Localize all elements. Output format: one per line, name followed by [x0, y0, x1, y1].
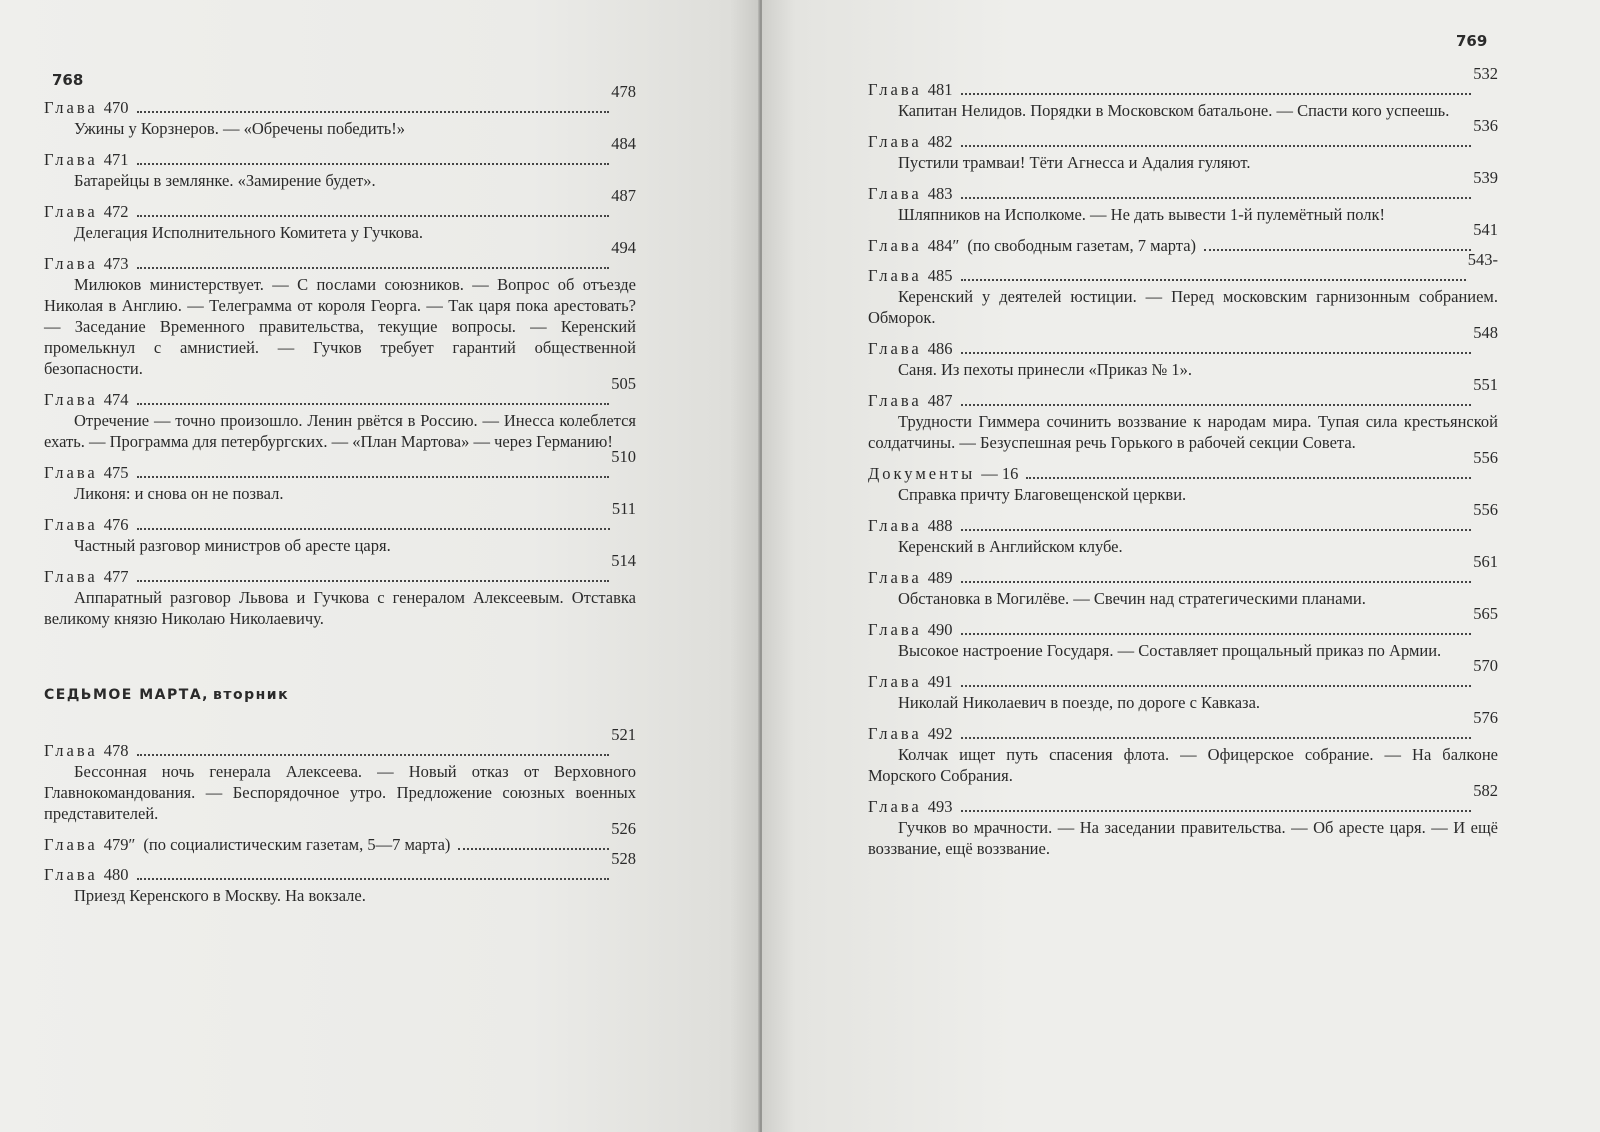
chapter-description: Керенский в Английском клубе.	[898, 537, 1123, 556]
chapter-note: (по социалистическим газетам, 5—7 марта)	[143, 835, 451, 854]
chapter-number: 492	[927, 724, 953, 743]
chapter-label	[868, 80, 953, 99]
chapter-label	[868, 236, 959, 255]
page-reference: 576	[1473, 708, 1498, 727]
chapter-number: 471	[103, 150, 129, 169]
toc-entry	[868, 64, 1498, 121]
chapter-description: Отречение — точно произошло. Ленин рвётся в Россию. — Инесса колеблется ехать. — Программа для петербургских. — «План Мартова» — через Германию!	[44, 411, 636, 451]
page-reference: 570	[1473, 656, 1498, 675]
chapter-number: 483	[927, 184, 953, 203]
toc-entry	[44, 374, 636, 452]
dot-leader	[961, 529, 1472, 531]
chapter-label	[868, 266, 953, 285]
chapter-label	[44, 254, 129, 273]
chapter-word: Глава	[44, 567, 98, 586]
chapter-label	[868, 464, 1018, 483]
chapter-number: 482	[927, 132, 953, 151]
chapter-number: 485	[927, 266, 953, 285]
chapter-description: Пустили трамваи! Тёти Агнесса и Адалия гуляют.	[898, 153, 1251, 172]
toc-entry-heading	[868, 781, 1498, 816]
chapter-label	[868, 620, 953, 639]
toc-entry-heading	[44, 374, 636, 409]
chapter-description: Аппаратный разговор Львова и Гучкова с генералом Алексеевым. Отставка великому князю Николаю Николаевичу.	[44, 588, 636, 628]
chapter-word: Глава	[44, 741, 98, 760]
toc-entry	[44, 186, 636, 243]
toc-entry-heading	[44, 82, 636, 117]
page-reference: 521	[611, 725, 636, 744]
page-reference: 556	[1473, 448, 1498, 467]
page-reference: 565	[1473, 604, 1498, 623]
dot-leader	[137, 580, 610, 582]
chapter-label	[868, 672, 953, 691]
chapter-word: Документы	[868, 464, 976, 483]
chapter-label	[868, 797, 953, 816]
toc-entry	[44, 238, 636, 379]
chapter-label	[44, 463, 129, 482]
toc-entry	[868, 604, 1498, 661]
toc-entry-heading	[44, 186, 636, 221]
dot-leader	[961, 93, 1472, 95]
chapter-description: Справка причту Благовещенской церкви.	[898, 485, 1187, 504]
page-reference: 514	[611, 551, 636, 570]
dot-leader	[137, 215, 610, 217]
chapter-number: 491	[927, 672, 953, 691]
toc-entry-heading	[868, 220, 1498, 255]
page-reference: 536	[1473, 116, 1498, 135]
chapter-description: Гучков во мрачности. — На заседании правительства. — Об аресте царя. — И ещё воззвание, ещё воззвание.	[868, 818, 1498, 858]
chapter-description: Приезд Керенского в Москву. На вокзале.	[74, 886, 366, 905]
chapter-word: Глава	[868, 391, 922, 410]
chapter-word: Глава	[868, 672, 922, 691]
page-reference: 494	[611, 238, 636, 257]
toc-entry	[44, 499, 636, 556]
toc-entry	[868, 220, 1498, 255]
dot-leader	[961, 810, 1472, 812]
chapter-description: Высокое настроение Государя. — Составляет прощальный приказ по Армии.	[898, 641, 1442, 660]
toc-entry-heading	[868, 708, 1498, 743]
page-reference: 478	[611, 82, 636, 101]
toc-entry-heading	[868, 448, 1498, 483]
chapter-number: 486	[927, 339, 953, 358]
dot-leader	[961, 685, 1472, 687]
toc-entry	[44, 447, 636, 504]
toc-entry-heading	[868, 375, 1498, 410]
chapter-word: Глава	[44, 865, 98, 884]
page-reference: 528	[611, 849, 636, 868]
page-reference: 541	[1473, 220, 1498, 239]
dot-leader	[1026, 477, 1471, 479]
chapter-label	[868, 132, 953, 151]
page-reference: 484	[611, 134, 636, 153]
chapter-description: Делегация Исполнительного Комитета у Гучкова.	[74, 223, 423, 242]
chapter-number: 470	[103, 98, 129, 117]
chapter-word: Глава	[44, 202, 98, 221]
page-reference: 556	[1473, 500, 1498, 519]
section-subtitle: вторник	[212, 687, 290, 703]
chapter-label	[44, 150, 129, 169]
page-reference: 532	[1473, 64, 1498, 83]
dot-leader	[961, 737, 1472, 739]
dot-leader	[961, 145, 1472, 147]
chapter-label	[44, 741, 129, 760]
chapter-number: 488	[927, 516, 953, 535]
toc-entry	[44, 134, 636, 191]
chapter-word: Глава	[868, 568, 922, 587]
chapter-number: 472	[103, 202, 129, 221]
chapter-note: (по свободным газетам, 7 марта)	[967, 236, 1197, 255]
right-page	[762, 0, 1600, 1132]
chapter-label	[44, 515, 129, 534]
toc-group	[44, 82, 636, 629]
page-reference: 543-	[1467, 250, 1498, 269]
dot-leader	[137, 403, 610, 405]
toc-entry-heading	[44, 238, 636, 273]
chapter-description: Керенский у деятелей юстиции. — Перед московским гарнизонным собранием. Обморок.	[868, 287, 1498, 327]
chapter-description: Ликоня: и снова он не позвал.	[74, 484, 284, 503]
toc-list	[44, 82, 636, 917]
dot-leader	[961, 581, 1472, 583]
toc-entry	[44, 725, 636, 824]
chapter-description: Ужины у Корзнеров. — «Обречены победить!»	[74, 119, 406, 138]
toc-entry	[868, 552, 1498, 609]
chapter-description: Милюков министерствует. — С послами союзников. — Вопрос об отъезде Николая в Англию. — Телеграмма от короля Георга. — Так царя пока арестовать? — Заседание Временного правительства, текущие вопросы. — Керенский промелькнул с амнистией. — Гучков требует гарантий общественной безопасности.	[44, 275, 636, 378]
dot-leader	[961, 197, 1472, 199]
chapter-description: Шляпников на Исполкоме. — Не дать вывести 1-й пулемётный полк!	[898, 205, 1386, 224]
dot-leader	[137, 528, 610, 530]
dot-leader	[137, 267, 610, 269]
chapter-number: 490	[927, 620, 953, 639]
chapter-word: Глава	[868, 132, 922, 151]
dot-leader	[137, 111, 610, 113]
toc-entry	[868, 323, 1498, 380]
chapter-word: Глава	[868, 236, 922, 255]
chapter-word: Глава	[44, 515, 98, 534]
section-title: СЕДЬМОЕ МАРТА,	[44, 687, 209, 703]
chapter-number: 477	[103, 567, 129, 586]
page-number: 768	[52, 71, 84, 89]
chapter-description: Колчак ищет путь спасения флота. — Офицерское собрание. — На балконе Морского Собрания.	[868, 745, 1498, 785]
toc-entry	[44, 849, 636, 906]
chapter-label	[868, 339, 953, 358]
toc-entry	[868, 781, 1498, 859]
chapter-number: 474	[103, 390, 129, 409]
page-reference: 526	[611, 819, 636, 838]
chapter-label	[44, 390, 129, 409]
chapter-label	[868, 184, 953, 203]
toc-list	[868, 64, 1498, 870]
chapter-label	[44, 835, 135, 854]
toc-entry	[868, 250, 1498, 328]
section-heading	[44, 687, 636, 703]
chapter-label	[868, 391, 953, 410]
toc-entry	[868, 168, 1498, 225]
chapter-label	[44, 567, 129, 586]
page-number: 769	[1456, 32, 1488, 50]
toc-entry-heading	[44, 819, 636, 854]
toc-entry	[44, 551, 636, 629]
chapter-description: Батарейцы в землянке. «Замирение будет».	[74, 171, 376, 190]
chapter-number: 480	[103, 865, 129, 884]
toc-entry-heading	[868, 168, 1498, 203]
page-reference: 539	[1473, 168, 1498, 187]
chapter-number: 489	[927, 568, 953, 587]
toc-entry	[868, 656, 1498, 713]
chapter-number: 476	[103, 515, 129, 534]
toc-entry-heading	[868, 250, 1498, 285]
chapter-word: Глава	[868, 339, 922, 358]
chapter-word: Глава	[868, 797, 922, 816]
chapter-word: Глава	[44, 254, 98, 273]
chapter-word: Глава	[44, 835, 98, 854]
chapter-label	[44, 98, 129, 117]
dot-leader	[137, 878, 610, 880]
toc-entry-heading	[44, 499, 636, 534]
dot-leader	[458, 848, 609, 850]
page-reference: 511	[611, 499, 636, 518]
dot-leader	[961, 404, 1472, 406]
page-reference: 561	[1473, 552, 1498, 571]
chapter-description: Бессонная ночь генерала Алексеева. — Новый отказ от Верховного Главнокомандования. — Беспорядочное утро. Предложение союзных военных представителей.	[44, 762, 636, 823]
toc-entry-heading	[868, 656, 1498, 691]
dot-leader	[961, 633, 1472, 635]
page-reference: 548	[1473, 323, 1498, 342]
chapter-description: Обстановка в Могилёве. — Свечин над стратегическими планами.	[898, 589, 1366, 608]
dot-leader	[961, 279, 1466, 281]
toc-entry	[44, 82, 636, 139]
toc-entry-heading	[44, 134, 636, 169]
chapter-description: Саня. Из пехоты принесли «Приказ № 1».	[898, 360, 1193, 379]
dot-leader	[137, 476, 610, 478]
dot-leader	[137, 163, 610, 165]
toc-entry-heading	[868, 116, 1498, 151]
toc-entry-heading	[868, 323, 1498, 358]
chapter-number: 481	[927, 80, 953, 99]
toc-entry	[868, 448, 1498, 505]
chapter-description: Капитан Нелидов. Порядки в Московском батальоне. — Спасти кого успеешь.	[898, 101, 1450, 120]
toc-entry-heading	[44, 725, 636, 760]
toc-entry	[868, 375, 1498, 453]
chapter-word: Глава	[868, 266, 922, 285]
toc-entry-heading	[44, 551, 636, 586]
toc-entry-heading	[868, 64, 1498, 99]
toc-entry-heading	[44, 447, 636, 482]
chapter-number: 493	[927, 797, 953, 816]
chapter-number: 473	[103, 254, 129, 273]
toc-entry	[868, 500, 1498, 557]
toc-entry	[868, 708, 1498, 786]
chapter-word: Глава	[868, 80, 922, 99]
left-page	[0, 0, 760, 1132]
chapter-word: Глава	[868, 724, 922, 743]
dot-leader	[961, 352, 1472, 354]
toc-entry-heading	[868, 500, 1498, 535]
chapter-label	[44, 202, 129, 221]
chapter-word: Глава	[44, 390, 98, 409]
chapter-number: 478	[103, 741, 129, 760]
toc-entry	[44, 819, 636, 854]
chapter-description: Частный разговор министров об аресте царя.	[74, 536, 391, 555]
chapter-word: Глава	[868, 516, 922, 535]
toc-entry	[868, 116, 1498, 173]
chapter-word: Глава	[44, 98, 98, 117]
chapter-number: 479″	[103, 835, 136, 854]
chapter-number: 487	[927, 391, 953, 410]
toc-entry-heading	[868, 552, 1498, 587]
chapter-label	[868, 724, 953, 743]
page-reference: 487	[611, 186, 636, 205]
chapter-label	[44, 865, 129, 884]
chapter-description: Трудности Гиммера сочинить воззвание к народам мира. Тупая сила крестьянской солдатчины. — Безуспешная речь Горького в рабочей секции Совета.	[868, 412, 1498, 452]
toc-entry-heading	[868, 604, 1498, 639]
chapter-description: Николай Николаевич в поезде, по дороге с Кавказа.	[898, 693, 1261, 712]
chapter-number: 475	[103, 463, 129, 482]
dot-leader	[137, 754, 610, 756]
chapter-word: Глава	[868, 184, 922, 203]
chapter-label	[868, 516, 953, 535]
toc-group	[44, 725, 636, 906]
chapter-word: Глава	[868, 620, 922, 639]
chapter-number: — 16	[981, 464, 1019, 483]
toc-group	[868, 64, 1498, 859]
chapter-word: Глава	[44, 150, 98, 169]
dot-leader	[1204, 249, 1471, 251]
page-reference: 551	[1473, 375, 1498, 394]
toc-entry-heading	[44, 849, 636, 884]
page-reference: 505	[611, 374, 636, 393]
page-reference: 510	[611, 447, 636, 466]
chapter-label	[868, 568, 953, 587]
chapter-number: 484″	[927, 236, 960, 255]
chapter-word: Глава	[44, 463, 98, 482]
page-reference: 582	[1473, 781, 1498, 800]
